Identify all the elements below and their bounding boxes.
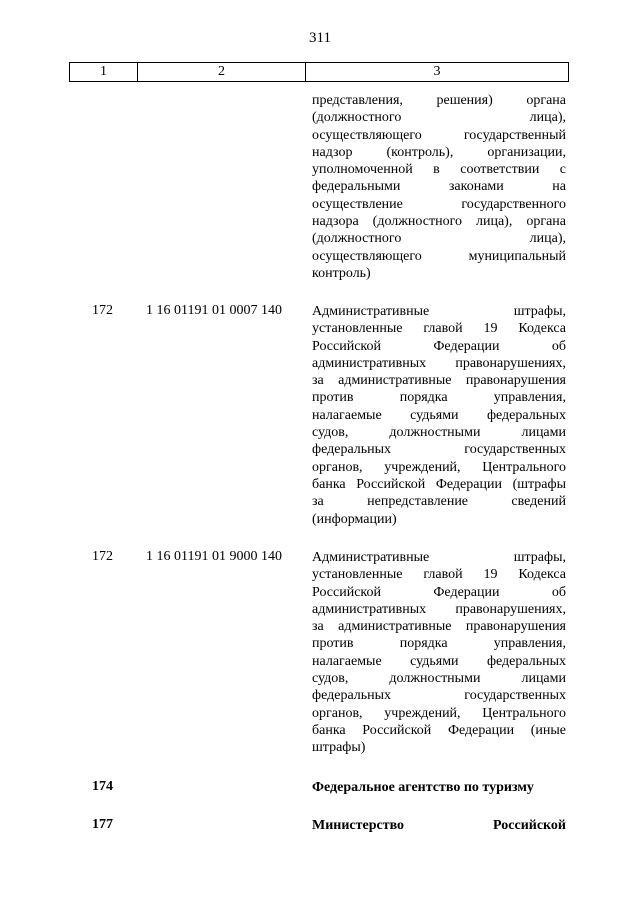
row-number: 174 bbox=[92, 779, 113, 794]
description-line: контроль) bbox=[312, 265, 371, 281]
description-line: Российской Федерации об bbox=[312, 338, 566, 354]
description-line: за административные правонарушения bbox=[312, 373, 566, 389]
page-number: 311 bbox=[309, 30, 331, 46]
description-line: Административные штрафы, bbox=[312, 550, 566, 565]
header-col-2: 2 bbox=[138, 63, 306, 81]
description-line: за административные правонарушения bbox=[312, 619, 566, 635]
description-line: уполномоченной в соответствии с bbox=[312, 162, 566, 178]
description-line: (должностного лица), bbox=[312, 231, 566, 247]
description-line: Министерство Российской bbox=[312, 818, 566, 833]
description-line: штрафы) bbox=[312, 740, 366, 756]
description-line: представления, решения) органа bbox=[312, 93, 566, 108]
row-number: 177 bbox=[92, 817, 113, 832]
header-col-3: 3 bbox=[433, 64, 441, 79]
continuation-description bbox=[312, 92, 566, 282]
row-description bbox=[312, 779, 566, 796]
header-col-1: 1 bbox=[70, 63, 138, 81]
description-line: административных правонарушениях, bbox=[312, 601, 566, 617]
description-line: установленные главой 19 Кодекса bbox=[312, 321, 566, 337]
description-line: осуществление государственного bbox=[312, 196, 566, 212]
row-code: 1 16 01191 01 0007 140 bbox=[146, 303, 282, 318]
row-description bbox=[312, 549, 566, 757]
description-line: осуществляющего государственный bbox=[312, 127, 566, 143]
description-line: федеральных государственных bbox=[312, 688, 566, 704]
description-line: органов, учреждений, Центрального bbox=[312, 705, 566, 721]
description-line: федеральными законами на bbox=[312, 179, 566, 195]
description-line: осуществляющего муниципальный bbox=[312, 248, 566, 264]
description-line: административных правонарушениях, bbox=[312, 355, 566, 371]
description-line: органов, учреждений, Центрального bbox=[312, 459, 566, 475]
description-line: судов, должностными лицами bbox=[312, 425, 566, 441]
description-line: надзора (должностного лица), органа bbox=[312, 214, 566, 230]
row-description bbox=[312, 303, 566, 528]
row-code: 1 16 01191 01 9000 140 bbox=[146, 549, 282, 564]
description-line: Федеральное агентство по туризму bbox=[312, 780, 534, 795]
table-header bbox=[69, 62, 569, 82]
description-line: (информации) bbox=[312, 511, 397, 527]
description-line: налагаемые судьями федеральных bbox=[312, 653, 566, 669]
description-line: банка Российской Федерации (штрафы bbox=[312, 476, 566, 492]
description-line: за непредставление сведений bbox=[312, 494, 566, 510]
description-line: против порядка управления, bbox=[312, 636, 566, 652]
description-line: банка Российской Федерации (иные bbox=[312, 722, 566, 738]
description-line: Российской Федерации об bbox=[312, 584, 566, 600]
row-number: 172 bbox=[92, 303, 113, 318]
description-line: Административные штрафы, bbox=[312, 304, 566, 319]
description-line: против порядка управления, bbox=[312, 390, 566, 406]
description-line: налагаемые судьями федеральных bbox=[312, 407, 566, 423]
description-line: надзор (контроль), организации, bbox=[312, 144, 566, 160]
row-description bbox=[312, 817, 566, 834]
description-line: (должностного лица), bbox=[312, 110, 566, 126]
row-number: 172 bbox=[92, 549, 113, 564]
description-line: судов, должностными лицами bbox=[312, 671, 566, 687]
description-line: установленные главой 19 Кодекса bbox=[312, 567, 566, 583]
description-line: федеральных государственных bbox=[312, 442, 566, 458]
